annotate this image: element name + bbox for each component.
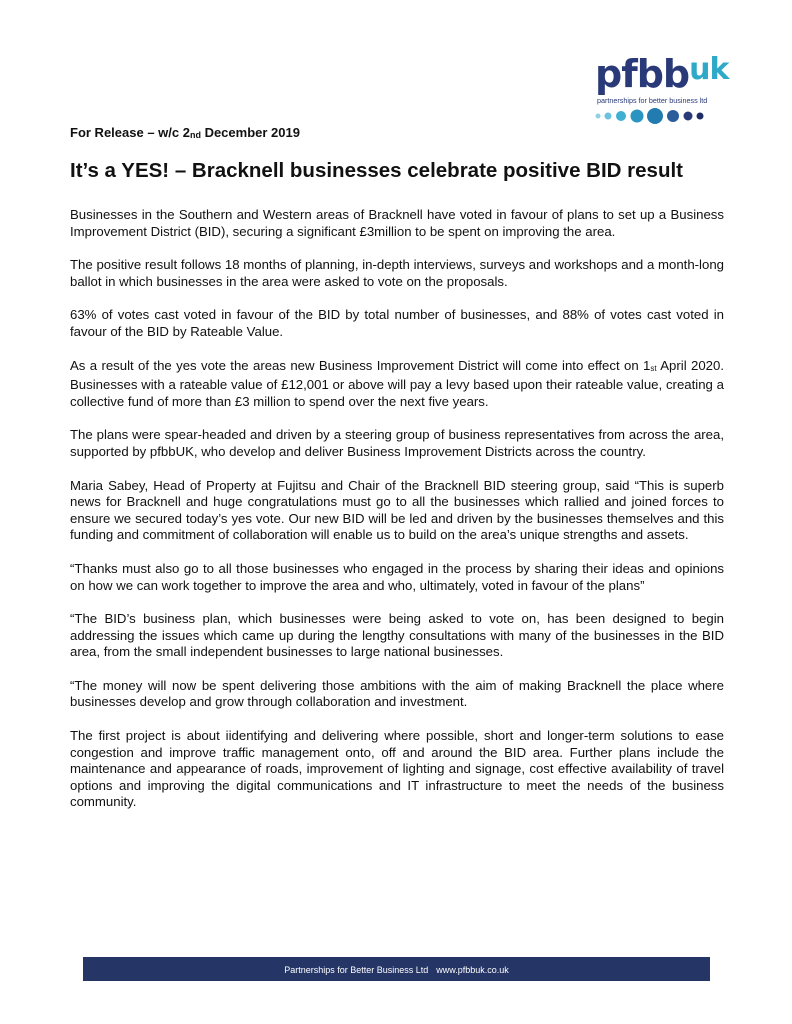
logo-dot bbox=[596, 114, 601, 119]
footer-url[interactable]: www.pfbbuk.co.uk bbox=[436, 965, 509, 975]
logo-dot bbox=[697, 113, 704, 120]
paragraph-part: As a result of the yes vote the areas new Business Improvement District will come into effect on 1 bbox=[70, 357, 651, 373]
release-prefix: For Release – w/c 2 bbox=[70, 125, 190, 140]
ordinal-suffix: st bbox=[650, 363, 657, 373]
logo-tagline: partnerships for better business ltd bbox=[597, 96, 708, 105]
paragraph: “The BID’s business plan, which businesses were being asked to vote on, has been designed to begin addressing the issues which came up during the lengthy consultations with many of the businesses in the BID area, from the small independent businesses to large national businesses. bbox=[70, 611, 724, 660]
footer-company: Partnerships for Better Business Ltd bbox=[284, 965, 429, 975]
logo-wordmark bbox=[595, 50, 728, 94]
logo-dot bbox=[684, 112, 693, 121]
paragraph-part: April 2020. Businesses with a rateable value of £12,001 or above will pay a levy based upon their rateable value, creating a collective fund of more than £3 million to spend over the next five years. bbox=[70, 357, 725, 409]
release-line bbox=[70, 125, 300, 140]
footer-bar bbox=[83, 957, 710, 981]
paragraph: Businesses in the Southern and Western areas of Bracknell have voted in favour of plans to set up a Business Improvement District (BID), securing a significant £3million to be spent on improving the area. bbox=[70, 207, 724, 239]
logo-word-main: pfbb bbox=[595, 52, 690, 96]
article-body bbox=[70, 207, 724, 828]
release-date-rest: December 2019 bbox=[200, 125, 300, 140]
logo-dot bbox=[605, 113, 612, 120]
paragraph: “The money will now be spent delivering those ambitions with the aim of making Bracknell the place where businesses develop and grow through collaboration and investment. bbox=[70, 677, 724, 710]
paragraph: The positive result follows 18 months of planning, in-depth interviews, surveys and workshops and a month-long ballot in which businesses in the area were asked to vote on the proposals. bbox=[70, 257, 724, 289]
release-ordinal: nd bbox=[189, 130, 201, 140]
paragraph bbox=[70, 358, 724, 411]
logo-dots-icon bbox=[595, 106, 715, 126]
logo-word-uk: uk bbox=[689, 52, 729, 87]
paragraph: “Thanks must also go to all those businesses who engaged in the process by sharing their ideas and opinions on how we can work together to improve the area and who, ultimately, voted in favour of the plans” bbox=[70, 560, 724, 593]
paragraph: The plans were spear-headed and driven by a steering group of business representatives from across the area, supported by pfbbUK, who develop and deliver Business Improvement Districts across the country. bbox=[70, 427, 724, 459]
headline: It’s a YES! – Bracknell businesses celebrate positive BID result bbox=[70, 159, 683, 182]
logo-dot bbox=[667, 110, 679, 122]
logo-dot bbox=[616, 111, 626, 121]
paragraph: Maria Sabey, Head of Property at Fujitsu and Chair of the Bracknell BID steering group, said “This is superb news for Bracknell and huge congratulations must go to all the businesses which rallied and joined forces to ensure we secured today’s yes vote. Our new BID will be led and driven by the businesses themselves and this funding and commitment of collaboration will enable us to build on the area’s unique strengths and assets. bbox=[70, 477, 724, 543]
logo-dot bbox=[647, 108, 663, 124]
paragraph: The first project is about iidentifying and delivering where possible, short and longer-term solutions to ease congestion and improve traffic management onto, off and around the BID area. Further plans include the maintenance and appearance of roads, improvement of lighting and signage, cost effective availability of travel options and improving the digital communications and IT infrastructure to meet the needs of the business community. bbox=[70, 728, 724, 810]
company-logo bbox=[595, 50, 730, 130]
paragraph: 63% of votes cast voted in favour of the BID by total number of businesses, and 88% of votes cast voted in favour of the BID by Rateable Value. bbox=[70, 307, 724, 339]
logo-dot bbox=[631, 110, 644, 123]
